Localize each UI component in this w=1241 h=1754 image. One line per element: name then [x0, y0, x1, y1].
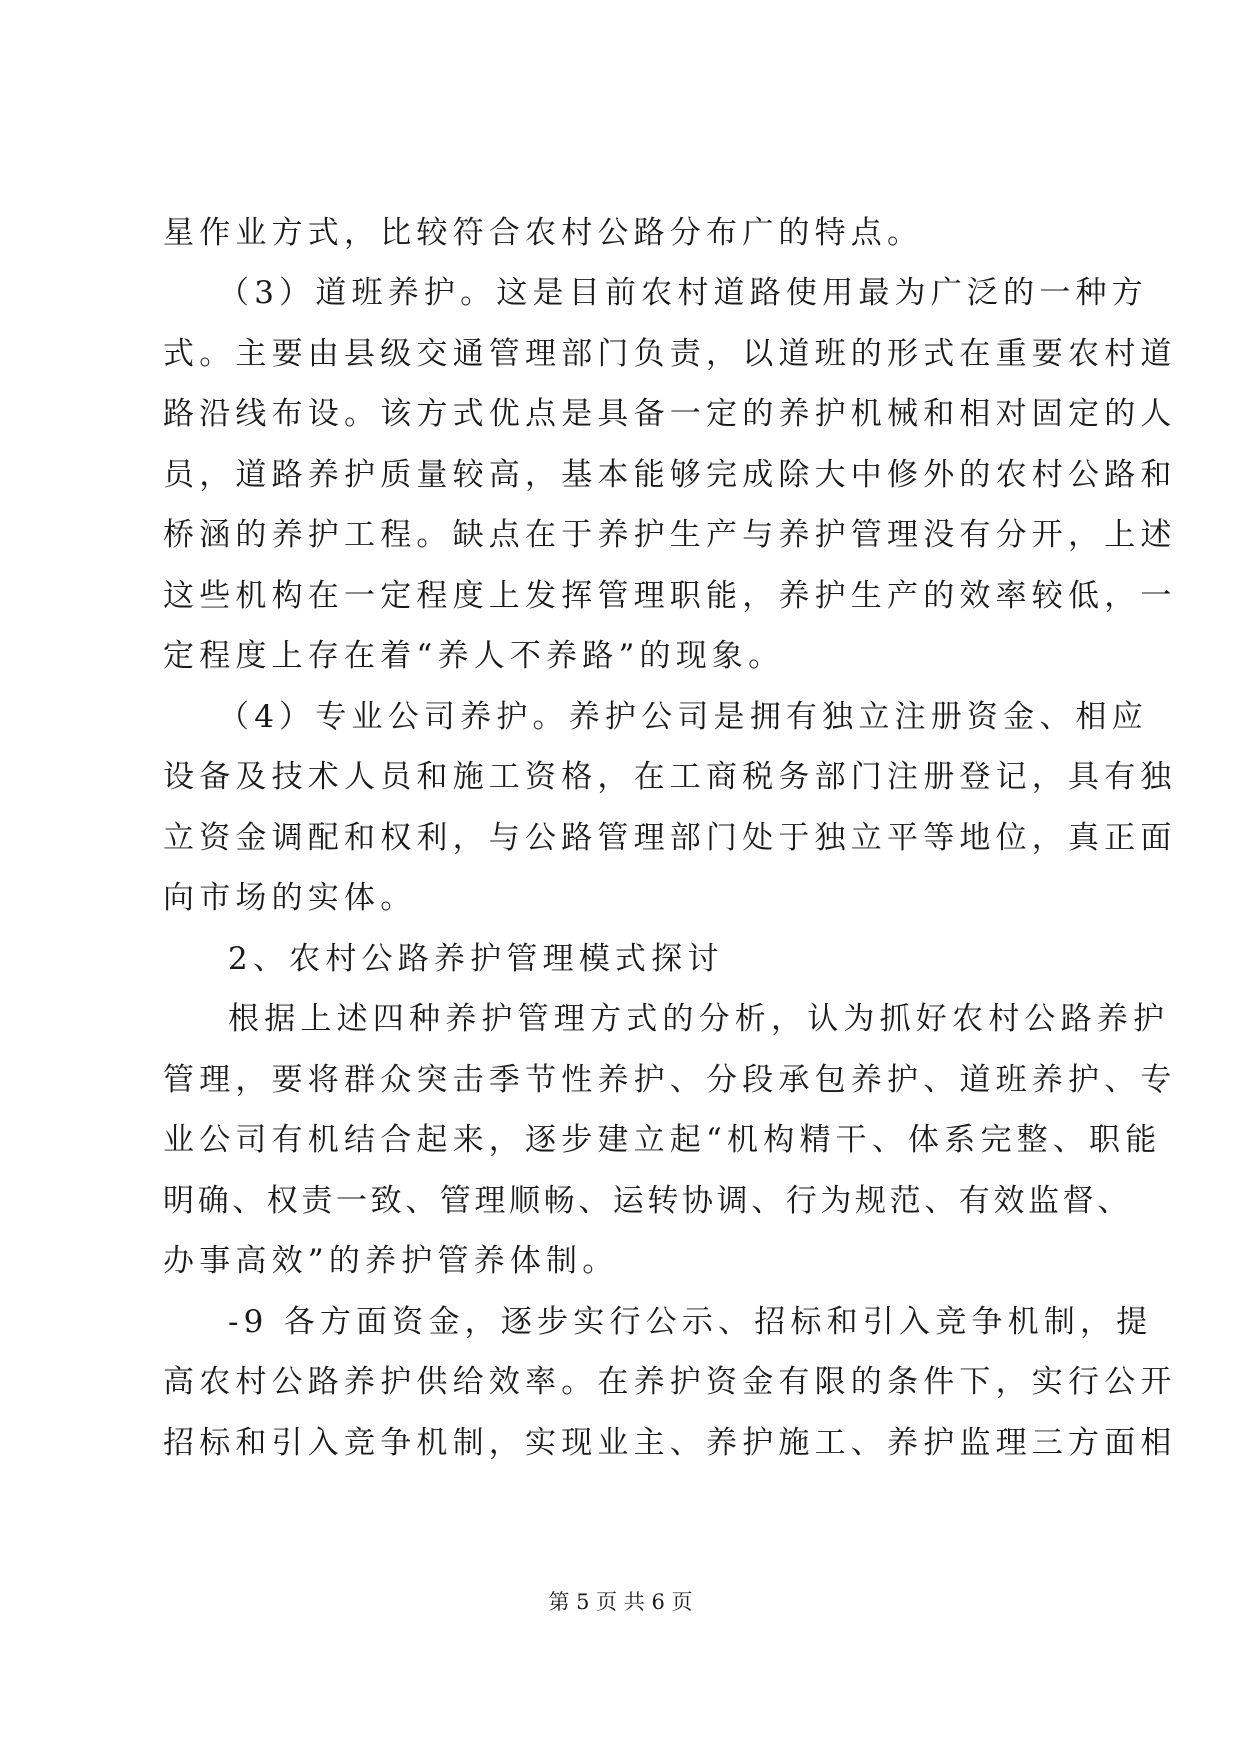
text-line: 员，道路养护质量较高，基本能够完成除大中修外的农村公路和 — [163, 457, 1177, 493]
text-line: 高农村公路养护供给效率。在养护资金有限的条件下，实行公开 — [163, 1364, 1177, 1400]
text-line: 立资金调配和权利，与公路管理部门处于独立平等地位，真正面 — [163, 820, 1177, 856]
text-line: 设备及技术人员和施工资格，在工商税务部门注册登记，具有独 — [163, 759, 1177, 795]
text-line: 业公司有机结合起来，逐步建立起“机构精干、体系完整、职能 — [163, 1122, 1162, 1158]
text-line: 向市场的实体。 — [163, 880, 417, 916]
text-line: （4）专业公司养护。养护公司是拥有独立注册资金、相应 — [218, 699, 1148, 735]
text-line: 桥涵的养护工程。缺点在于养护生产与养护管理没有分开，上述 — [163, 517, 1177, 553]
text-line: 根据上述四种养护管理方式的分析，认为抓好农村公路养护 — [228, 1001, 1170, 1037]
text-line: （3）道班养护。这是目前农村道路使用最为广泛的一种方 — [218, 275, 1148, 311]
text-line: 式。主要由县级交通管理部门负责，以道班的形式在重要农村道 — [163, 336, 1177, 372]
text-line: 星作业方式，比较符合农村公路分布广的特点。 — [163, 215, 924, 251]
section-heading: 2、农村公路养护管理模式探讨 — [228, 941, 724, 977]
text-line: 管理，要将群众突击季节性养护、分段承包养护、道班养护、专 — [163, 1062, 1177, 1098]
text-line: 路沿线布设。该方式优点是具备一定的养护机械和相对固定的人 — [163, 396, 1177, 432]
text-line: 招标和引入竞争机制，实现业主、养护施工、养护监理三方面相 — [163, 1425, 1177, 1461]
text-line: 办事高效”的养护管养体制。 — [163, 1243, 619, 1279]
text-line: 明确、权责一致、管理顺畅、运转协调、行为规范、有效监督、 — [163, 1183, 1132, 1219]
page-number: 第 5 页 共 6 页 — [548, 1590, 693, 1614]
text-line: -9 各方面资金，逐步实行公示、招标和引入竞争机制，提 — [228, 1304, 1153, 1340]
text-line: 定程度上存在着“养人不养路”的现象。 — [163, 638, 785, 674]
text-line: 这些机构在一定程度上发挥管理职能，养护生产的效率较低，一 — [163, 578, 1177, 614]
